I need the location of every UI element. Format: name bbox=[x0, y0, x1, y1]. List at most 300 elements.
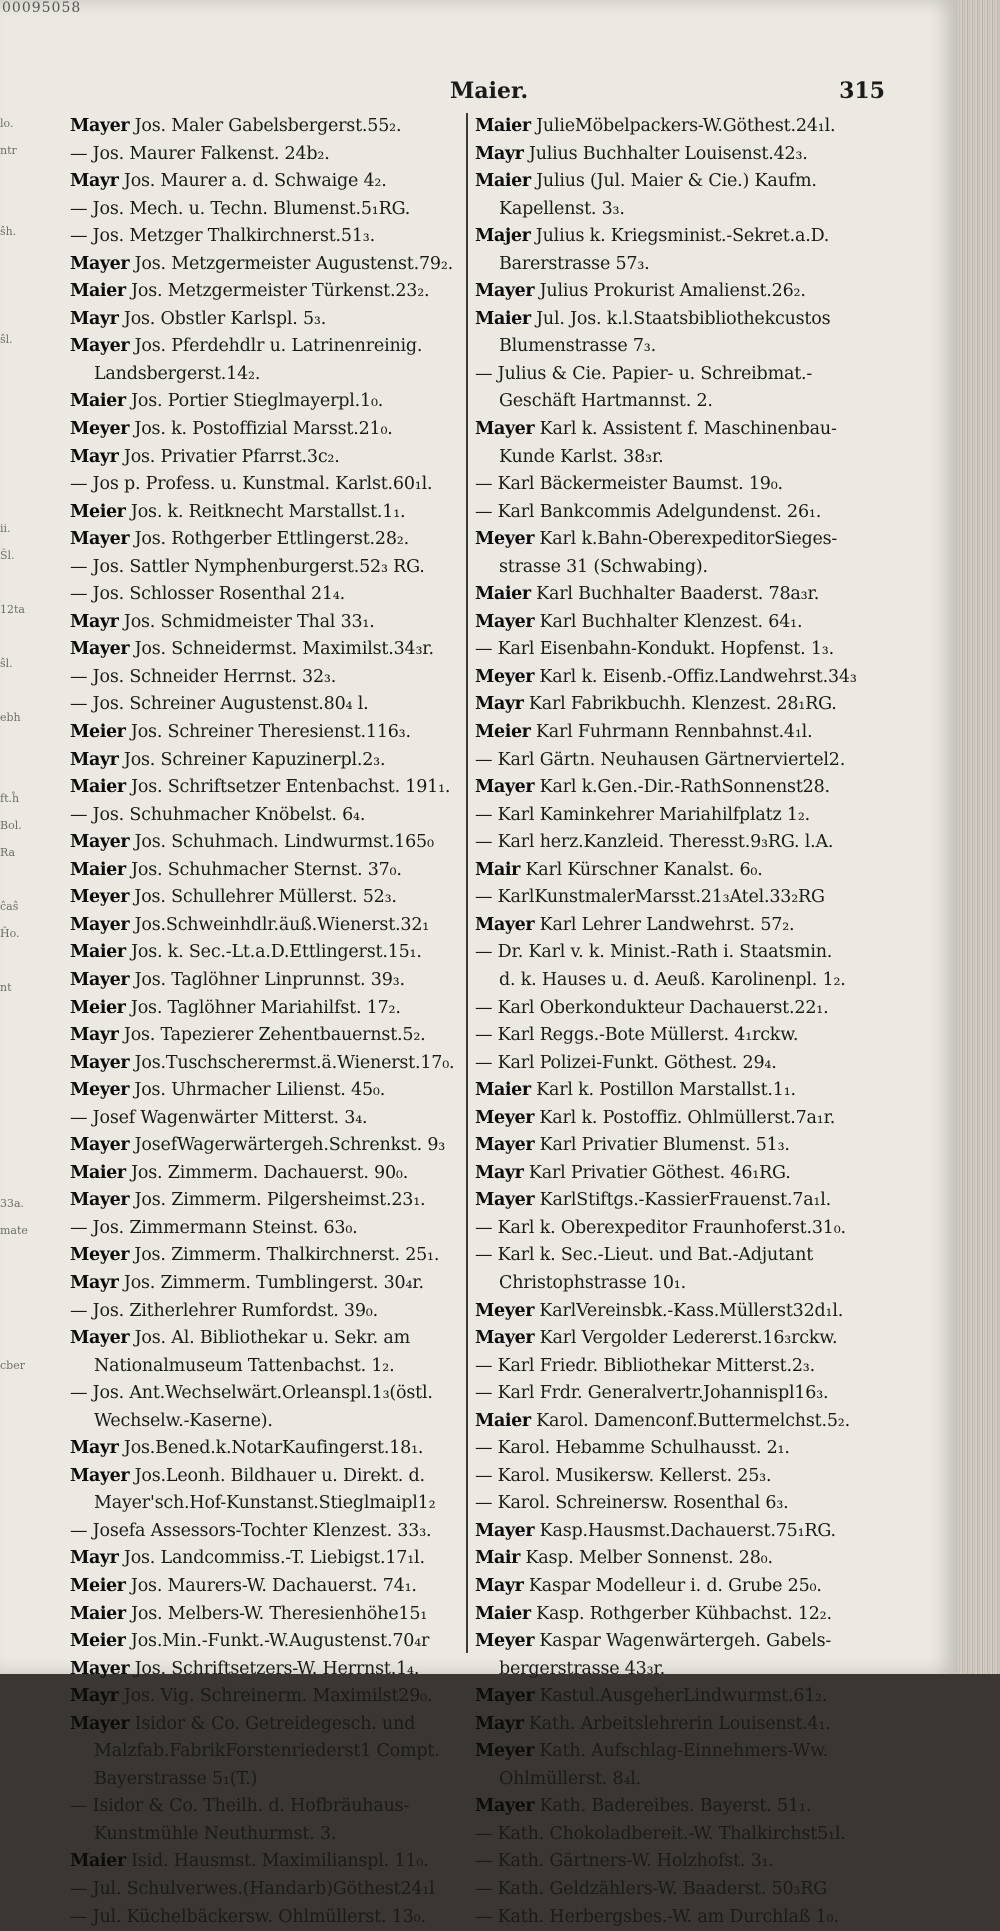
margin-fragment bbox=[0, 758, 22, 785]
directory-entry bbox=[70, 1904, 465, 1931]
entry-text: — Karol. Hebamme Schulhausst. 2₁. bbox=[475, 1438, 790, 1459]
directory-entry bbox=[475, 1628, 870, 1656]
directory-entry bbox=[475, 1573, 870, 1601]
directory-entry bbox=[70, 471, 465, 499]
margin-fragment bbox=[0, 1244, 22, 1271]
entry-surname: Mayer bbox=[70, 914, 130, 935]
directory-entry bbox=[70, 554, 465, 582]
entry-text: — Karl k. Sec.-Lieut. und Bat.-Adjutant bbox=[475, 1245, 814, 1266]
entry-text: — Karl Frdr. Generalvertr.Johannispl16₃. bbox=[475, 1383, 829, 1404]
directory-entry bbox=[70, 747, 465, 775]
entry-text: — Karl k. Oberexpeditor Fraunhoferst.31₀. bbox=[475, 1217, 846, 1238]
directory-entry bbox=[70, 1821, 465, 1849]
directory-entry bbox=[70, 1050, 465, 1078]
directory-entry bbox=[475, 1766, 870, 1794]
margin-fragment: Ĥo. bbox=[0, 927, 20, 940]
directory-entry bbox=[70, 719, 465, 747]
directory-entry bbox=[70, 196, 465, 224]
entry-text: — Jos. Sattler Nymphenburgerst.52₃ RG. bbox=[70, 556, 425, 577]
directory-entry bbox=[475, 1821, 870, 1849]
directory-entry bbox=[70, 884, 465, 912]
entry-surname: Mayer bbox=[475, 1796, 535, 1817]
entry-surname: Meier bbox=[70, 1575, 126, 1596]
running-head: Maier. bbox=[450, 78, 529, 104]
directory-entry bbox=[475, 857, 870, 885]
entry-surname: Maier bbox=[475, 308, 531, 329]
directory-entry bbox=[475, 1738, 870, 1766]
directory-entry bbox=[70, 857, 465, 885]
entry-text: — Josef Wagenwärter Mitterst. 3₄. bbox=[70, 1107, 368, 1128]
margin-fragment bbox=[0, 731, 22, 758]
directory-entry bbox=[70, 609, 465, 637]
directory-entry bbox=[70, 1601, 465, 1629]
entry-text: Wechselw.-Kaserne). bbox=[94, 1410, 273, 1431]
entry-text: Jos. Al. Bibliothekar u. Sekr. am bbox=[134, 1328, 410, 1349]
entry-text: Karl Kürschner Kanalst. 6₀. bbox=[525, 859, 763, 880]
margin-fragment bbox=[0, 1163, 22, 1190]
directory-entry bbox=[475, 1793, 870, 1821]
directory-entry bbox=[475, 774, 870, 802]
entry-surname: Mayer bbox=[70, 253, 130, 274]
entry-text: Jos. Schuhmacher Sternst. 37₀. bbox=[131, 859, 402, 880]
entry-text: Jos. Metzgermeister Türkenst.23₂. bbox=[131, 281, 430, 302]
directory-entry bbox=[475, 526, 870, 554]
directory-entry bbox=[70, 1077, 465, 1105]
entry-text: JosefWagerwärtergeh.Schrenkst. 9₃ bbox=[134, 1135, 446, 1156]
entry-text: — Karl Friedr. Bibliothekar Mitterst.2₃. bbox=[475, 1355, 815, 1376]
entry-text: — Jos. Metzger Thalkirchnerst.51₃. bbox=[70, 226, 375, 247]
directory-entry bbox=[70, 829, 465, 857]
entry-text: Jos. Uhrmacher Lilienst. 45₀. bbox=[134, 1080, 386, 1101]
directory-entry bbox=[70, 912, 465, 940]
margin-fragment bbox=[0, 1622, 22, 1649]
binding-margin bbox=[0, 110, 28, 1670]
entry-surname: Mayer bbox=[475, 1686, 535, 1707]
entry-text: Malzfab.FabrikForstenriederst1 Compt. bbox=[94, 1741, 440, 1762]
directory-entry bbox=[70, 1187, 465, 1215]
entry-text: Jos. Tapezierer Zehentbauernst.5₂. bbox=[123, 1025, 426, 1046]
margin-fragment bbox=[0, 1514, 22, 1541]
entry-text: — Kath. Chokoladbereit.-W. Thalkirchst5₁l. bbox=[475, 1823, 846, 1844]
directory-entry bbox=[475, 1545, 870, 1573]
entry-text: Landsbergerst.14₂. bbox=[94, 363, 261, 384]
directory-entry bbox=[475, 1187, 870, 1215]
directory-entry bbox=[70, 636, 465, 664]
margin-fragment bbox=[0, 1028, 22, 1055]
margin-fragment: ŝl. bbox=[0, 657, 13, 670]
directory-entry bbox=[475, 113, 870, 141]
entry-text: Jos. Maurer a. d. Schwaige 4₂. bbox=[123, 171, 387, 192]
directory-entry bbox=[70, 1656, 465, 1684]
margin-fragment bbox=[0, 1379, 22, 1406]
directory-entry bbox=[475, 499, 870, 527]
entry-surname: Maier bbox=[475, 1080, 531, 1101]
entry-text: Jos. Pferdehdlr u. Latrinenreinig. bbox=[134, 336, 423, 357]
directory-entry bbox=[70, 526, 465, 554]
entry-text: Karl k.Gen.-Dir.-RathSonnenst28. bbox=[539, 777, 830, 798]
entry-text: Karl Buchhalter Baaderst. 78a₃r. bbox=[536, 584, 820, 605]
entry-text: — Jos. Ant.Wechselwärt.Orleanspl.1₃(östl. bbox=[70, 1383, 433, 1404]
directory-entry bbox=[475, 554, 870, 582]
entry-surname: Mayer bbox=[70, 1465, 130, 1486]
directory-entry bbox=[475, 1077, 870, 1105]
entry-text: Kunstmühle Neuthurmst. 3. bbox=[94, 1823, 337, 1844]
entry-text: Julius Buchhalter Louisenst.42₃. bbox=[528, 143, 808, 164]
directory-entry bbox=[70, 1242, 465, 1270]
entry-surname: Meier bbox=[70, 1631, 126, 1652]
entry-text: — Karl Reggs.-Bote Müllerst. 4₁rckw. bbox=[475, 1025, 799, 1046]
entry-text: Jos. Melbers-W. Theresienhöhe15₁ bbox=[131, 1603, 428, 1624]
directory-entry bbox=[70, 168, 465, 196]
directory-entry bbox=[70, 306, 465, 334]
entry-surname: Meyer bbox=[475, 1107, 535, 1128]
entry-surname: Maier bbox=[70, 942, 126, 963]
directory-entry bbox=[70, 416, 465, 444]
entry-surname: Mayr bbox=[70, 1272, 119, 1293]
entry-text: — Dr. Karl v. k. Minist.-Rath i. Staatsmin. bbox=[475, 942, 833, 963]
margin-fragment: ŝh. bbox=[0, 225, 17, 238]
margin-fragment: lo. bbox=[0, 117, 14, 130]
entry-surname: Mayer bbox=[475, 1328, 535, 1349]
entry-surname: Meyer bbox=[475, 666, 535, 687]
entry-text: Jos. Zimmerm. Dachauerst. 90₀. bbox=[131, 1162, 409, 1183]
directory-entry bbox=[70, 1518, 465, 1546]
entry-text: Kasp. Melber Sonnenst. 28₀. bbox=[525, 1548, 773, 1569]
margin-fragment: ntr bbox=[0, 144, 17, 157]
entry-surname: Mayr bbox=[70, 611, 119, 632]
entry-text: Jos. k. Postoffizial Marsst.21₀. bbox=[134, 419, 393, 440]
left-column bbox=[70, 113, 465, 1931]
entry-text: Jos. Landcommiss.-T. Liebigst.17₁l. bbox=[123, 1548, 425, 1569]
entry-text: — KarlKunstmalerMarsst.21₃Atel.33₂RG bbox=[475, 887, 825, 908]
directory-entry bbox=[475, 1160, 870, 1188]
entry-text: Jos. Schneidermst. Maximilst.34₃r. bbox=[134, 639, 434, 660]
margin-fragment bbox=[0, 1001, 22, 1028]
directory-entry bbox=[70, 1022, 465, 1050]
directory-entry bbox=[475, 251, 870, 279]
margin-fragment: mate bbox=[0, 1224, 28, 1237]
entry-text: Karl Fuhrmann Rennbahnst.4₁l. bbox=[535, 722, 813, 743]
entry-text: Jos. Schriftsetzers-W. Herrnst.1₄. bbox=[134, 1658, 420, 1679]
directory-entry bbox=[475, 1132, 870, 1160]
entry-text: — Jos. Schneider Herrnst. 32₃. bbox=[70, 666, 337, 687]
margin-fragment bbox=[0, 623, 22, 650]
directory-entry bbox=[70, 1408, 465, 1436]
entry-text: Isidor & Co. Getreidegesch. und bbox=[134, 1713, 416, 1734]
entry-surname: Mayer bbox=[475, 611, 535, 632]
entry-surname: Mayer bbox=[475, 777, 535, 798]
entry-surname: Maier bbox=[70, 281, 126, 302]
margin-fragment: 33a. bbox=[0, 1197, 25, 1210]
entry-surname: Mayer bbox=[70, 1658, 130, 1679]
entry-text: JulieMöbelpackers-W.Göthest.24₁l. bbox=[536, 116, 836, 136]
directory-entry bbox=[70, 141, 465, 169]
page-header bbox=[70, 78, 885, 106]
entry-surname: Mayer bbox=[70, 336, 130, 357]
entry-surname: Mayr bbox=[475, 1575, 524, 1596]
directory-entry bbox=[70, 939, 465, 967]
directory-entry bbox=[475, 141, 870, 169]
entry-surname: Mayer bbox=[70, 116, 130, 136]
entry-text: Jos. Taglöhner Mariahilfst. 17₂. bbox=[130, 997, 401, 1018]
entry-text: bergerstrasse 43₃r. bbox=[499, 1658, 666, 1679]
entry-text: Jos. Taglöhner Linprunnst. 39₃. bbox=[134, 969, 405, 990]
entry-text: — Karl Kaminkehrer Mariahilfplatz 1₂. bbox=[475, 804, 810, 825]
entry-text: Kasp.Hausmst.Dachauerst.75₁RG. bbox=[539, 1520, 836, 1541]
entry-text: — Jos. Schlosser Rosenthal 21₄. bbox=[70, 584, 346, 605]
directory-entry bbox=[475, 1848, 870, 1876]
directory-entry bbox=[475, 333, 870, 361]
margin-fragment bbox=[0, 407, 22, 434]
entry-surname: Mayer bbox=[475, 281, 535, 302]
entry-text: Isid. Hausmst. Maximilianspl. 11₀. bbox=[131, 1851, 429, 1872]
entry-text: — Karl Eisenbahn-Kondukt. Hopfenst. 1₃. bbox=[475, 639, 834, 660]
directory-entry bbox=[70, 802, 465, 830]
entry-text: — Kath. Geldzählers-W. Baaderst. 50₃RG bbox=[475, 1879, 827, 1899]
directory-entry bbox=[475, 444, 870, 472]
directory-entry bbox=[475, 1242, 870, 1270]
entry-surname: Mair bbox=[475, 1548, 520, 1569]
directory-entry bbox=[70, 1353, 465, 1381]
margin-fragment bbox=[0, 1136, 22, 1163]
entry-surname: Mayr bbox=[475, 143, 524, 164]
entry-surname: Mayer bbox=[70, 1135, 130, 1156]
directory-entry bbox=[475, 1711, 870, 1739]
margin-fragment: ft.ĥ bbox=[0, 792, 20, 805]
entry-text: Kaspar Modelleur i. d. Grube 25₀. bbox=[528, 1575, 822, 1596]
entry-surname: Meier bbox=[70, 722, 126, 743]
entry-text: Jos. Schriftsetzer Entenbachst. 191₁. bbox=[131, 777, 451, 798]
directory-entry bbox=[475, 1380, 870, 1408]
entry-surname: Mayer bbox=[475, 1190, 535, 1211]
margin-fragment bbox=[0, 1406, 22, 1433]
entry-text: Karl k. Eisenb.-Offiz.Landwehrst.34₃ bbox=[539, 666, 857, 687]
entry-text: Karl Vergolder Ledererst.16₃rckw. bbox=[539, 1328, 838, 1349]
directory-entry bbox=[475, 609, 870, 637]
entry-surname: Meier bbox=[70, 997, 126, 1018]
entry-text: Julius Prokurist Amalienst.26₂. bbox=[539, 281, 806, 302]
directory-entry bbox=[70, 664, 465, 692]
entry-text: — Jos. Zimmermann Steinst. 63₀. bbox=[70, 1217, 358, 1238]
margin-fragment bbox=[0, 1460, 22, 1487]
directory-entry bbox=[475, 1683, 870, 1711]
directory-entry bbox=[475, 664, 870, 692]
entry-surname: Mayr bbox=[475, 1162, 524, 1183]
entry-text: Julius k. Kriegsminist.-Sekret.a.D. bbox=[535, 226, 830, 247]
margin-fragment bbox=[0, 677, 22, 704]
directory-entry bbox=[475, 802, 870, 830]
directory-entry bbox=[475, 1656, 870, 1684]
entry-surname: Maier bbox=[475, 1410, 531, 1431]
entry-text: — Karl Bäckermeister Baumst. 19₀. bbox=[475, 474, 783, 495]
entry-surname: Mayr bbox=[475, 694, 524, 715]
margin-fragment bbox=[0, 272, 22, 299]
entry-surname: Meyer bbox=[475, 1741, 535, 1762]
margin-fragment bbox=[0, 299, 22, 326]
entry-surname: Mair bbox=[475, 859, 520, 880]
directory-entry bbox=[475, 636, 870, 664]
directory-entry bbox=[70, 1435, 465, 1463]
margin-fragment bbox=[0, 947, 22, 974]
entry-text: Blumenstrasse 7₃. bbox=[499, 336, 656, 357]
directory-entry bbox=[475, 1408, 870, 1436]
entry-text: Jos.Tuschscherermst.ä.Wienerst.17₀. bbox=[134, 1052, 455, 1073]
directory-entry bbox=[475, 939, 870, 967]
directory-entry bbox=[70, 581, 465, 609]
entry-surname: Mayr bbox=[70, 446, 119, 467]
directory-entry bbox=[475, 1463, 870, 1491]
right-column bbox=[475, 113, 870, 1931]
entry-text: Kasp. Rothgerber Kühbachst. 12₂. bbox=[536, 1603, 832, 1624]
entry-text: — Julius & Cie. Papier- u. Schreibmat.- bbox=[475, 363, 813, 384]
entry-text: Kath. Badereibes. Bayerst. 51₁. bbox=[539, 1796, 812, 1817]
entry-surname: Mayr bbox=[70, 1438, 119, 1459]
entry-text: Jos. Vig. Schreinerm. Maximilst29₀. bbox=[123, 1686, 433, 1707]
entry-text: Jos. Privatier Pfarrst.3c₂. bbox=[123, 446, 340, 467]
margin-fragment bbox=[0, 164, 22, 191]
directory-entry bbox=[475, 416, 870, 444]
margin-fragment bbox=[0, 461, 22, 488]
entry-surname: Meyer bbox=[70, 1245, 130, 1266]
directory-entry bbox=[475, 995, 870, 1023]
entry-surname: Maier bbox=[70, 1162, 126, 1183]
entry-text: Jos. Obstler Karlspl. 5₃. bbox=[123, 308, 327, 329]
archive-stamp: 00095058 bbox=[2, 0, 82, 16]
entry-text: Nationalmuseum Tattenbachst. 1₂. bbox=[94, 1355, 395, 1376]
directory-entry bbox=[70, 1628, 465, 1656]
margin-fragment bbox=[0, 866, 22, 893]
entry-text: Jos. Maler Gabelsbergerst.55₂. bbox=[134, 116, 402, 136]
entry-surname: Maier bbox=[475, 584, 531, 605]
directory-entry bbox=[70, 1545, 465, 1573]
directory-entry bbox=[70, 1380, 465, 1408]
entry-text: Barerstrasse 57₃. bbox=[499, 253, 650, 274]
entry-text: Jos. Schuhmach. Lindwurmst.165₀ bbox=[134, 832, 434, 853]
directory-entry bbox=[70, 1270, 465, 1298]
directory-entry bbox=[475, 278, 870, 306]
entry-surname: Mayr bbox=[70, 1686, 119, 1707]
margin-fragment bbox=[0, 1487, 22, 1514]
entry-text: — Jos. Mech. u. Techn. Blumenst.5₁RG. bbox=[70, 198, 411, 219]
margin-fragment bbox=[0, 1298, 22, 1325]
column-divider bbox=[466, 113, 468, 1653]
directory-entry bbox=[70, 1215, 465, 1243]
entry-text: Jos. Zimmerm. Pilgersheimst.23₁. bbox=[134, 1190, 426, 1211]
margin-fragment bbox=[0, 1271, 22, 1298]
entry-surname: Mayr bbox=[70, 308, 119, 329]
margin-fragment bbox=[0, 1082, 22, 1109]
entry-text: Jos. Metzgermeister Augustenst.79₂. bbox=[134, 253, 454, 274]
directory-entry bbox=[70, 1573, 465, 1601]
directory-entry bbox=[70, 113, 465, 141]
directory-entry bbox=[475, 223, 870, 251]
entry-surname: Mayr bbox=[70, 1025, 119, 1046]
directory-entry bbox=[475, 581, 870, 609]
page-number: 315 bbox=[839, 78, 885, 104]
directory-entry bbox=[70, 1298, 465, 1326]
entry-text: Kunde Karlst. 38₃r. bbox=[499, 446, 664, 467]
entry-text: Jos.Leonh. Bildhauer u. Direkt. d. bbox=[134, 1465, 425, 1486]
entry-text: Geschäft Hartmannst. 2. bbox=[499, 391, 713, 412]
entry-text: Kath. Arbeitslehrerin Louisenst.4₁. bbox=[528, 1713, 831, 1734]
entry-text: — Karl Gärtn. Neuhausen Gärtnerviertel2. bbox=[475, 749, 846, 770]
margin-fragment bbox=[0, 434, 22, 461]
entry-text: — Jos. Maurer Falkenst. 24b₂. bbox=[70, 143, 330, 164]
entry-text: Jos. Zimmerm. Thalkirchnerst. 25₁. bbox=[134, 1245, 440, 1266]
directory-entry bbox=[475, 967, 870, 995]
entry-surname: Mayr bbox=[70, 749, 119, 770]
directory-entry bbox=[475, 306, 870, 334]
entry-text: — Kath. Gärtners-W. Holzhofst. 3₁. bbox=[475, 1851, 774, 1872]
entry-surname: Majer bbox=[475, 226, 531, 247]
entry-text: Jos. Schreiner Theresienst.116₃. bbox=[130, 722, 411, 743]
entry-text: Christophstrasse 10₁. bbox=[499, 1272, 686, 1293]
entry-surname: Maier bbox=[70, 859, 126, 880]
entry-surname: Meyer bbox=[70, 887, 130, 908]
entry-text: — Karl herz.Kanzleid. Theresst.9₃RG. l.A. bbox=[475, 832, 834, 853]
margin-fragment: cber bbox=[0, 1359, 25, 1372]
entry-text: Kath. Aufschlag-Einnehmers-Ww. bbox=[539, 1741, 829, 1762]
margin-fragment: Bol. bbox=[0, 819, 22, 832]
directory-entry bbox=[475, 471, 870, 499]
directory-entry bbox=[475, 361, 870, 389]
entry-text: Jos. Schmidmeister Thal 33₁. bbox=[123, 611, 375, 632]
entry-text: Karl Privatier Göthest. 46₁RG. bbox=[528, 1162, 791, 1183]
directory-entry bbox=[475, 1601, 870, 1629]
entry-surname: Meyer bbox=[475, 1631, 535, 1652]
entry-surname: Mayer bbox=[70, 1190, 130, 1211]
entry-text: Jos. k. Reitknecht Marstallst.1₁. bbox=[130, 501, 406, 522]
directory-entry bbox=[70, 691, 465, 719]
entry-surname: Mayer bbox=[475, 1520, 535, 1541]
entry-text: Jos. Zimmerm. Tumblingerst. 30₄r. bbox=[123, 1272, 424, 1293]
margin-fragment bbox=[0, 380, 22, 407]
entry-surname: Meyer bbox=[70, 419, 130, 440]
directory-entry bbox=[70, 333, 465, 361]
entry-text: — Karol. Musikersw. Kellerst. 25₃. bbox=[475, 1465, 772, 1486]
entry-text: — Jos. Schuhmacher Knöbelst. 6₄. bbox=[70, 804, 366, 825]
directory-entry bbox=[475, 1325, 870, 1353]
entry-text: Jul. Jos. k.l.Staatsbibliothekcustos bbox=[536, 308, 831, 329]
entry-surname: Mayer bbox=[70, 1052, 130, 1073]
entry-surname: Mayr bbox=[70, 171, 119, 192]
margin-fragment: ĉaŝ bbox=[0, 900, 19, 913]
directory-entry bbox=[70, 251, 465, 279]
directory-entry bbox=[70, 1738, 465, 1766]
entry-text: Bayerstrasse 5₁(T.) bbox=[94, 1768, 258, 1789]
margin-fragment bbox=[0, 1595, 22, 1622]
entry-surname: Mayer bbox=[70, 969, 130, 990]
entry-text: — Karol. Schreinersw. Rosenthal 6₃. bbox=[475, 1493, 789, 1514]
entry-surname: Mayer bbox=[70, 529, 130, 550]
entry-surname: Meyer bbox=[475, 529, 535, 550]
margin-fragment: 12ta bbox=[0, 603, 25, 616]
entry-text: Jos. Portier Stieglmayerpl.1₀. bbox=[131, 391, 384, 412]
entry-surname: Mayer bbox=[70, 1328, 130, 1349]
directory-entry bbox=[475, 388, 870, 416]
entry-surname: Mayer bbox=[475, 419, 535, 440]
margin-fragment bbox=[0, 488, 22, 515]
entry-text: Karl Lehrer Landwehrst. 57₂. bbox=[539, 914, 795, 935]
directory-entry bbox=[70, 1160, 465, 1188]
entry-text: Kapellenst. 3₃. bbox=[499, 198, 625, 219]
directory-entry bbox=[475, 1876, 870, 1904]
entry-surname: Meyer bbox=[475, 1300, 535, 1321]
margin-fragment: Ŝl. bbox=[0, 549, 15, 562]
entry-text: Julius (Jul. Maier & Cie.) Kaufm. bbox=[536, 171, 817, 192]
entry-text: Karl k. Assistent f. Maschinenbau- bbox=[539, 419, 837, 440]
entry-text: — Isidor & Co. Theilh. d. Hofbräuhaus- bbox=[70, 1796, 410, 1817]
